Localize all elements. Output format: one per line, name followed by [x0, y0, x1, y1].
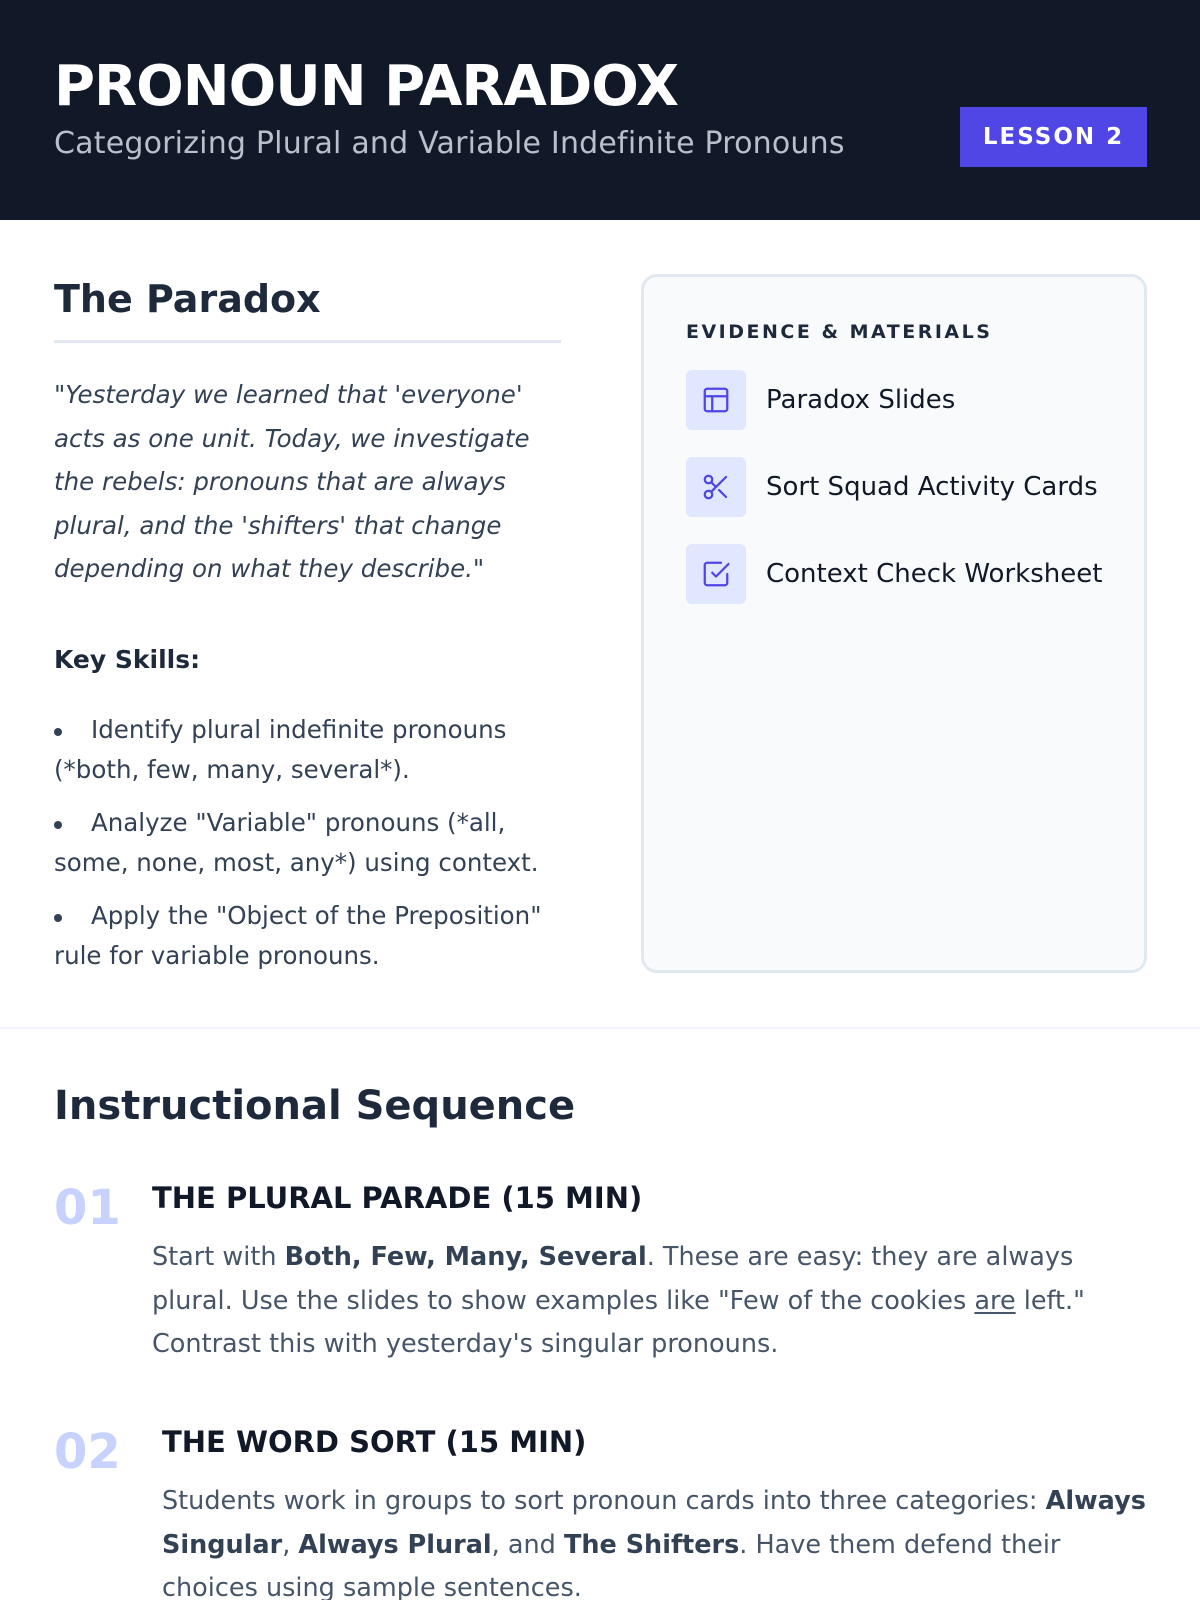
material-item-sort-squad-cards[interactable]: [686, 457, 1126, 517]
key-skills-list: [54, 710, 574, 989]
list-item: [54, 803, 574, 883]
page-title: PRONOUN PARADOX: [54, 54, 679, 119]
paradox-quote: "Yesterday we learned that 'everyone' acts as one unit. Today, we investigate the rebels: pronouns that are always plural, and the 'shifters' that change depending on what they describe.": [54, 380, 530, 583]
bullet-icon: [54, 914, 62, 922]
material-label: Sort Squad Activity Cards: [766, 472, 1098, 502]
list-item: [54, 710, 574, 790]
sequence-title: Instructional Sequence: [54, 1083, 576, 1129]
material-item-context-check-worksheet[interactable]: [686, 544, 1126, 604]
material-item-paradox-slides[interactable]: [686, 370, 1126, 430]
bullet-icon: [54, 821, 62, 829]
step-number: 02: [54, 1424, 121, 1480]
title-divider: [54, 340, 561, 343]
layout-icon: [686, 370, 746, 430]
list-item: [54, 896, 574, 976]
step-body: Start with Both, Few, Many, Several. These are easy: they are always plural. Use the slides to show examples like "Few of the cookies are left." Contrast this with yesterday's singular pronouns.: [152, 1242, 1085, 1359]
section-divider: [0, 1027, 1200, 1029]
materials-panel: [641, 274, 1147, 973]
page-subtitle: Categorizing Plural and Variable Indefinite Pronouns: [54, 126, 845, 161]
step-body: Students work in groups to sort pronoun cards into three categories: Always Singular, Always Plural, and The Shifters. Have them defend their choices using sample sentences.: [162, 1486, 1146, 1600]
lesson-badge: LESSON 2: [960, 107, 1147, 167]
lesson-header: [0, 0, 1200, 220]
checkbox-icon: [686, 544, 746, 604]
step-heading: THE WORD SORT (15 MIN): [162, 1425, 587, 1459]
materials-label: EVIDENCE & MATERIALS: [686, 321, 993, 343]
step-heading: THE PLURAL PARADE (15 MIN): [152, 1181, 643, 1215]
step-number: 01: [54, 1180, 121, 1236]
skill-text: Apply the "Object of the Preposition" rule for variable pronouns.: [54, 901, 542, 970]
material-label: Context Check Worksheet: [766, 559, 1103, 589]
bullet-icon: [54, 728, 62, 736]
skill-text: Identify plural indefinite pronouns (*both, few, many, several*).: [54, 715, 507, 784]
material-label: Paradox Slides: [766, 385, 956, 415]
skill-text: Analyze "Variable" pronouns (*all, some, none, most, any*) using context.: [54, 808, 539, 877]
paradox-title: The Paradox: [54, 277, 321, 321]
key-skills-label: Key Skills:: [54, 645, 201, 674]
scissors-icon: [686, 457, 746, 517]
